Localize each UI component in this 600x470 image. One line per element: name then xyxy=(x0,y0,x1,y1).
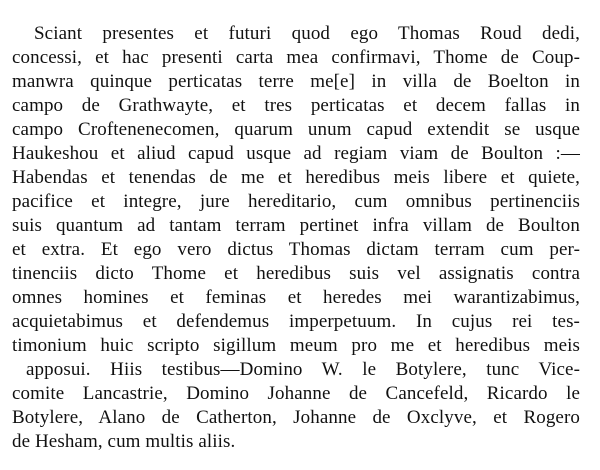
text-line-16: comite Lancastrie, Domino Johanne de Cancefeld, Ricardo le xyxy=(12,383,580,404)
text-line-12: omnes homines et feminas et heredes mei warantizabimus, xyxy=(12,287,580,308)
text-line-5: campo Croftenenecomen, quarum unum capud extendit se usque xyxy=(12,119,580,140)
text-line-1: Sciant presentes et futuri quod ego Thomas Roud dedi, xyxy=(34,23,580,44)
text-line-6: Haukeshou et aliud capud usque ad regiam viam de Boulton :— xyxy=(12,143,580,164)
text-line-15: apposui. Hiis testibus—Domino W. le Botylere, tunc Vice- xyxy=(26,359,580,380)
text-line-17: Botylere, Alano de Catherton, Johanne de Oxclyve, et Rogero xyxy=(12,407,580,428)
text-line-4: campo de Grathwayte, et tres perticatas et decem fallas in xyxy=(12,95,580,116)
text-line-10: et extra. Et ego vero dictus Thomas dictam terram cum per- xyxy=(12,239,580,260)
text-line-7: Habendas et tenendas de me et heredibus meis libere et quiete, xyxy=(12,167,580,188)
text-line-2: concessi, et hac presenti carta mea confirmavi, Thome de Coup- xyxy=(12,47,580,68)
text-line-9: suis quantum ad tantam terram pertinet infra villam de Boulton xyxy=(12,215,580,236)
text-line-3: manwra quinque perticatas terre me[e] in villa de Boelton in xyxy=(12,71,580,92)
text-line-8: pacifice et integre, jure hereditario, cum omnibus pertinenciis xyxy=(12,191,580,212)
text-line-13: acquietabimus et defendemus imperpetuum. In cujus rei tes- xyxy=(12,311,580,332)
text-line-11: tinenciis dicto Thome et heredibus suis vel assignatis contra xyxy=(12,263,580,284)
text-line-18: de Hesham, cum multis aliis. xyxy=(12,431,236,452)
text-line-14: timonium huic scripto sigillum meum pro me et heredibus meis xyxy=(12,335,580,356)
